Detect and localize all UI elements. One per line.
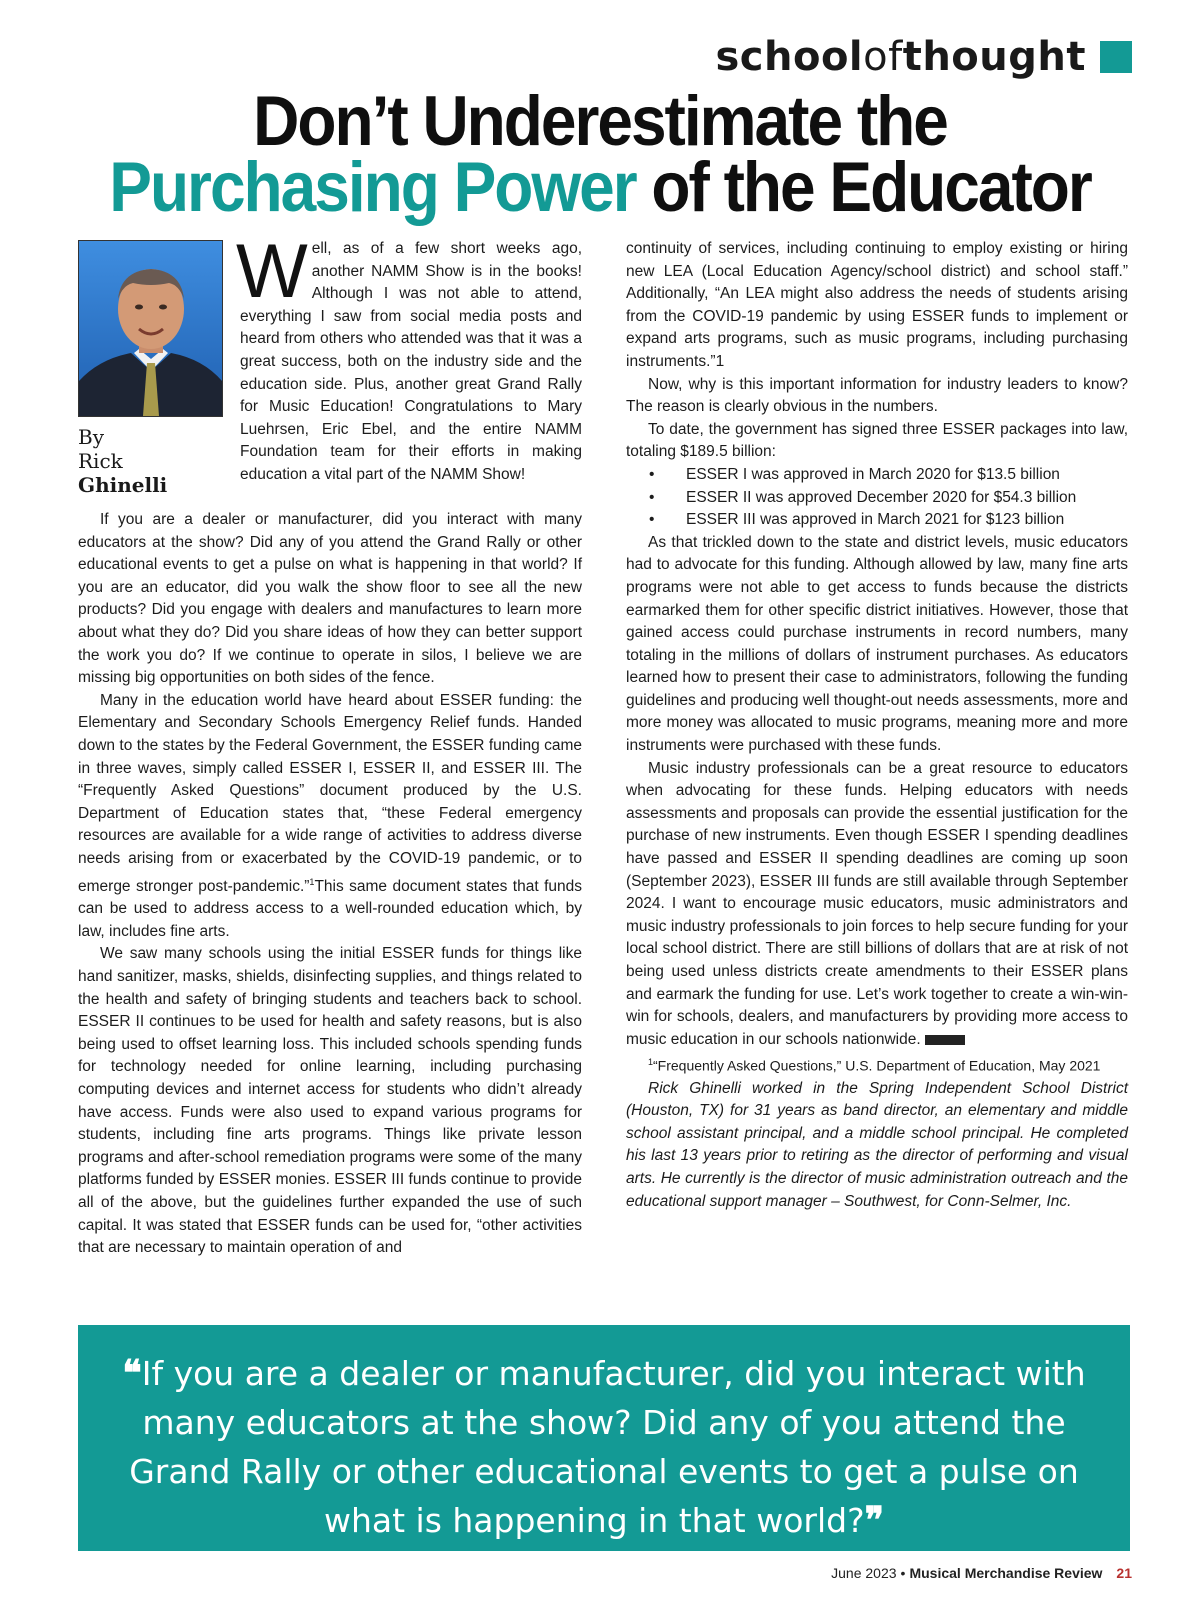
byline-first-name: Rick: [78, 449, 123, 473]
author-portrait-icon: [79, 241, 222, 416]
col2-paragraph-4: As that trickled down to the state and district levels, music educators had to advocate for this funding. Although allowed by law, many fine arts programs were not able to get access to funds because the districts earmarked them for other specific district initiatives. However, those that gained access could purchase instruments in record numbers, many totaling in the millions of dollars of instrument purchases. As educators learned how to present their case to administrators, following the funding guidelines and producing well thought-out needs assessments, more and more money was allocated to music programs, meaning more and more instruments were purchased with these funds.: [626, 533, 1128, 755]
byline-by: By: [78, 425, 104, 449]
esser-list: [626, 464, 1128, 532]
section-word-thought: thought: [902, 34, 1086, 80]
issue-date: June 2023: [831, 1565, 897, 1581]
headline-line-2: [0, 147, 1200, 227]
col1-paragraph-3: We saw many schools using the initial ESSER funds for things like hand sanitizer, masks, shields, disinfecting supplies, and things related to the health and safety of bringing students and teachers back to school. ESSER II continues to be used for health and safety reasons, but is also being used to offset learning loss. This included schools spending funds for technology needed for online learning, including purchasing computing devices and internet access for students who didn’t already have access. Funds were also used to expand various programs for students, including fine arts programs. Things like private lesson programs and after-school remediation programs were some of the many platforms funded by ESSER monies. ESSER III funds continue to provide all of the above, but the guidelines further expanded the use of such capital. It was stated that ESSER funds can be used for, “other activities that are necessary to maintain operation of and: [78, 945, 582, 1257]
col1-paragraph-2: [78, 690, 582, 944]
footnote-ref: 1: [309, 876, 315, 887]
list-item: • ESSER III was approved in March 2021 for $123 billion: [626, 509, 1128, 532]
pull-quote-text: If you are a dealer or manufacturer, did you interact with many educators at the show? Did any of you attend the Grand Rally or other educational events to get a pulse on what is happening in that world?: [129, 1354, 1086, 1540]
section-mark: [715, 34, 1132, 80]
footnote-text: “Frequently Asked Questions,” U.S. Department of Education, May 2021: [653, 1058, 1101, 1075]
intro-paragraph: [236, 229, 582, 487]
drop-cap: W: [236, 229, 308, 314]
headline-highlight: Purchasing Power: [109, 147, 636, 227]
footnote-number: 1: [648, 1057, 654, 1068]
col2-paragraph-1: continuity of services, including continuing to employ existing or hiring new LEA (Local Education Agency/school district) and school staff.” Additionally, “An LEA might also address the needs of students arising from the COVID-19 pandemic by using ESSER funds to implement or expand arts programs, such as music programs, including purchasing instruments.”1: [626, 240, 1128, 370]
page-number: 21: [1116, 1565, 1132, 1581]
section-square-icon: [1100, 41, 1132, 73]
author-bio: Rick Ghinelli worked in the Spring Independent School District (Houston, TX) for 31 years as band director, an elementary and middle school assistant principal, and a middle school principal. He completed his last 13 years prior to retiring as the director of performing and visual arts. He currently is the director of music administration outreach and the educational support manager – Southwest, for Conn-Selmer, Inc.: [626, 1079, 1128, 1210]
intro-text: ell, as of a few short weeks ago, another NAMM Show is in the books! Although I was not able to attend, everything I saw from social media posts and heard from others who attended was that it was a great success, both on the industry side and the education side. Plus, another great Grand Rally for Music Education! Congratulations to Mary Luehrsen, Eric Ebel, and the entire NAMM Foundation team for their efforts in making education a vital part of the NAMM Show!: [240, 240, 582, 483]
col2-paragraph-5-text: Music industry professionals can be a great resource to educators when advocating for these funds. Helping educators with needs assessments and proposals can provide the essential justification for the purchase of new instruments. Even though ESSER I spending deadlines have passed and ESSER II spending deadlines are coming up soon (September 2023), ESSER III funds are still available through September 2024. I want to encourage music educators, music administrators and music industry professionals to join forces to help secure funding for your local school district. There are still billions of dollars that are at risk of not being used unless districts create amendments to their ESSER plans and earmark the funding for use. Let’s work together to create a win-win-win for schools, dealers, and manufacturers by providing more access to music education in our schools nationwide.: [626, 759, 1128, 1048]
pull-quote-text-block: [98, 1349, 1110, 1545]
col2-paragraph-5: [626, 758, 1128, 1052]
byline: [78, 425, 167, 497]
section-word-of: of: [863, 34, 903, 80]
col1-paragraph-2a: Many in the education world have heard about ESSER funding: the Elementary and Secondary Schools Emergency Relief funds. Handed down to the states by the Federal Government, the ESSER funding came in three waves, simply called ESSER I, ESSER II, and ESSER III. The “Frequently Asked Questions” document produced by the U.S. Department of Education states that, “these Federal emergency resources are available for a wide range of activities to address diverse needs arising from or exacerbated by the COVID-19 pandemic, or to emerge stronger post-pandemic.”: [78, 691, 582, 895]
article-headline: [0, 81, 1200, 227]
headline-rest: of the Educator: [635, 147, 1091, 227]
section-word-school: school: [715, 34, 864, 80]
footer-separator: •: [900, 1565, 906, 1581]
list-item: • ESSER II was approved December 2020 for $54.3 billion: [626, 487, 1128, 510]
headline-line-1: Don’t Underestimate the: [253, 81, 947, 161]
col2-paragraph-2: Now, why is this important information for industry leaders to know? The reason is clearly obvious in the numbers.: [626, 375, 1128, 416]
col1-paragraph-2b: This same document states that funds can be used to address access to a well-rounded education which, by law, includes fine arts.: [78, 877, 582, 940]
list-item: • ESSER I was approved in March 2020 for $13.5 billion: [626, 464, 1128, 487]
byline-last-name: Ghinelli: [78, 473, 168, 497]
footnote: [626, 1051, 1128, 1077]
author-photo: [78, 240, 223, 417]
page-footer: [831, 1565, 1132, 1581]
column-left: [78, 509, 582, 1260]
column-right: [626, 238, 1128, 1213]
pull-quote: [78, 1325, 1130, 1551]
end-mark-icon: [925, 1035, 965, 1045]
close-quote-icon: ❞: [864, 1499, 884, 1541]
col1-paragraph-1: If you are a dealer or manufacturer, did you interact with many educators at the show? Did any of you attend the Grand Rally or other educational events to get a pulse on what is happening in that world? If you are an educator, did you walk the show floor to see all the new products? Did you engage with dealers and manufactures to learn more about what they do? Did you share ideas of how they can better support the work you do? If we continue to operate in silos, I believe we are missing big opportunities on both sides of the fence.: [78, 511, 582, 687]
publication-name: Musical Merchandise Review: [909, 1565, 1103, 1581]
open-quote-icon: ❝: [122, 1352, 142, 1394]
col2-paragraph-3: To date, the government has signed three ESSER packages into law, totaling $189.5 billion:: [626, 420, 1128, 461]
